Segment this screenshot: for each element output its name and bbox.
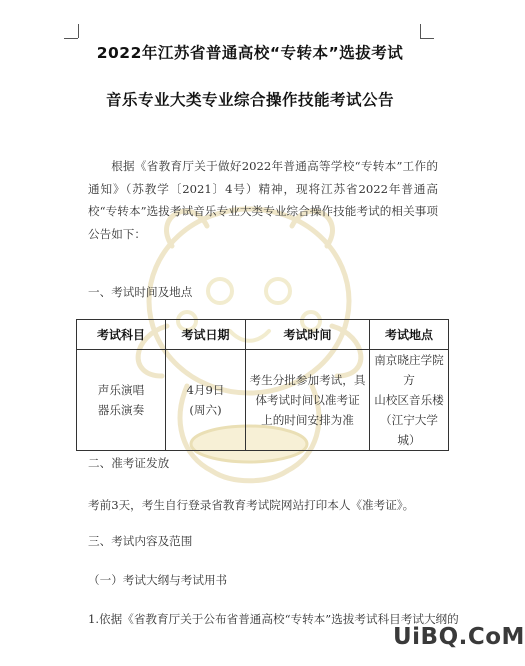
intro-paragraph: 根据《省教育厅关于做好2022年普通高等学校“专转本”工作的通知》（苏教学〔2021〕4号）精神，现将江苏省2022年普通高校“专转本”选拔考试音乐专业大类专业综合操作技能考试的相关事项公告如下： xyxy=(88,159,438,241)
table-header-time: 考试时间 xyxy=(246,320,370,350)
page-title-line-1: 2022年江苏省普通高校“专转本”选拔考试 xyxy=(96,44,404,62)
cell-time-line: 体考试时间以准考证 xyxy=(255,393,360,407)
cell-time-line: 考生分批参加考试，具 xyxy=(249,373,366,387)
table-header-row xyxy=(77,320,449,350)
crop-mark-top-right-h xyxy=(420,38,434,39)
crop-mark-top-left-h xyxy=(64,38,78,39)
cell-place-line: （江宁大学城） xyxy=(380,413,438,447)
table-header-date: 考试日期 xyxy=(166,320,246,350)
cell-time-line: 上的时间安排为准 xyxy=(261,413,354,427)
section-3-heading: 三、考试内容及范围 xyxy=(88,534,193,548)
crop-mark-top-left-v xyxy=(78,24,79,38)
cell-date-line: (周六) xyxy=(189,403,222,417)
section-2-heading: 二、准考证发放 xyxy=(88,456,170,470)
crop-mark-top-right-v xyxy=(420,24,421,38)
cell-subject-line: 声乐演唱 xyxy=(97,383,145,397)
section-3-subheading: （一）考试大纲与考试用书 xyxy=(88,573,228,587)
cell-date xyxy=(166,350,246,451)
page-title-line-2: 音乐专业大类专业综合操作技能考试公告 xyxy=(105,91,394,109)
cell-place xyxy=(370,350,449,451)
cell-subject-line: 器乐演奏 xyxy=(97,403,145,417)
cell-subject xyxy=(77,350,166,451)
site-watermark-logo: UiBQ.CoM xyxy=(393,624,525,650)
section-3-item-1: 1.依据《省教育厅关于公布省普通高校“专转本”选拔考试科目考试大纲的 xyxy=(88,612,459,626)
cell-place-line: 南京晓庄学院方 xyxy=(374,353,444,387)
table-header-place: 考试地点 xyxy=(370,320,449,350)
cell-place-line: 山校区音乐楼 xyxy=(374,393,444,407)
cell-time xyxy=(246,350,370,451)
section-1-heading: 一、考试时间及地点 xyxy=(88,285,193,299)
section-2-text: 考前3天，考生自行登录省教育考试院网站打印本人《准考证》。 xyxy=(88,498,415,512)
table-header-subject: 考试科目 xyxy=(77,320,166,350)
table-row xyxy=(77,350,449,451)
exam-schedule-table xyxy=(76,319,449,451)
cell-date-line: 4月9日 xyxy=(186,383,225,397)
